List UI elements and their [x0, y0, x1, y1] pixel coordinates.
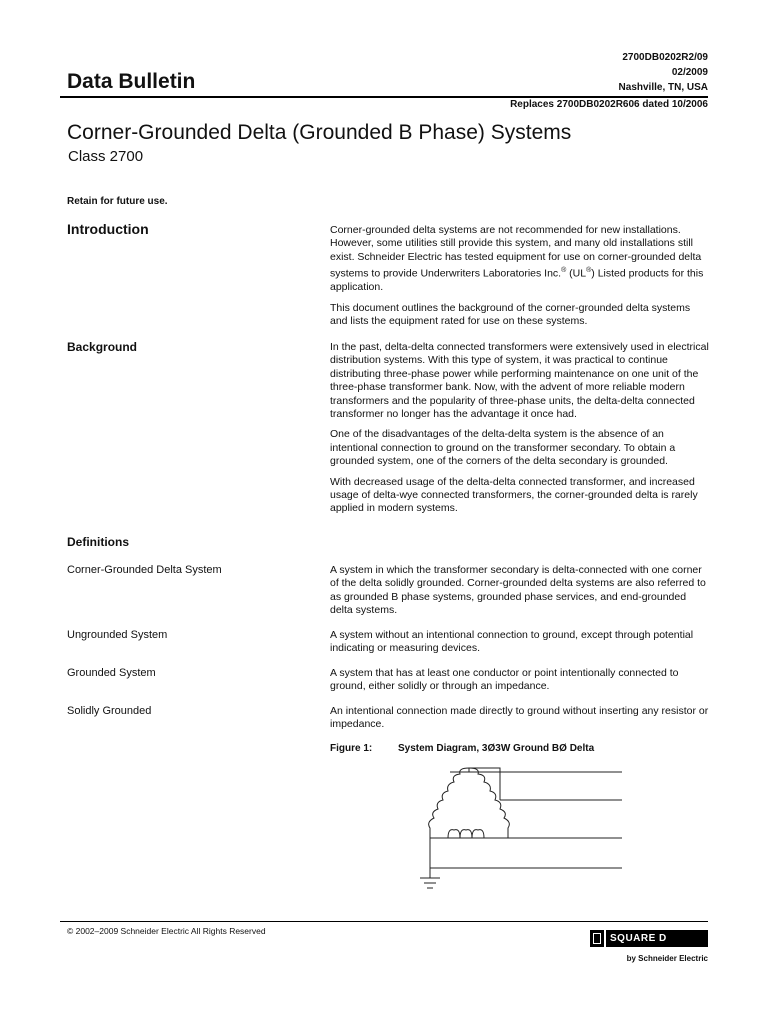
- page-subtitle: Class 2700: [68, 148, 144, 165]
- square-d-logo-text: SQUARE D: [606, 930, 708, 947]
- definition-text: A system that has at least one conductor or point intentionally connected to ground, either solidly or through an impedance.: [330, 667, 679, 693]
- definitions-heading: Definitions: [67, 535, 129, 549]
- coil-left: [429, 768, 469, 838]
- definition-term: Grounded System: [67, 667, 156, 679]
- figure-title: System Diagram, 3Ø3W Ground BØ Delta: [398, 743, 595, 754]
- document-location: Nashville, TN, USA: [618, 82, 708, 93]
- introduction-heading: Introduction: [67, 221, 149, 237]
- retain-note: Retain for future use.: [67, 196, 168, 207]
- background-paragraph-3: With decreased usage of the delta-delta connected transformer, and increased usage of delta-wye connected transformers, the corner-grounded delta is rarely applied in modern systems.: [330, 475, 698, 515]
- background-paragraph-2: One of the disadvantages of the delta-delta system is the absence of an intentional connection to ground on the transformer secondary. To obtain a grounded system, one of the corners of the delta secondary is grounded.: [330, 428, 676, 468]
- background-heading: Background: [67, 340, 138, 354]
- document-date: 02/2009: [671, 67, 708, 78]
- figure-caption: [330, 743, 594, 754]
- background-body: [330, 341, 710, 523]
- definition-term: Corner-Grounded Delta System: [67, 564, 222, 576]
- document-number: 2700DB0202R2/09: [622, 52, 708, 63]
- introduction-paragraph-2: This document outlines the background of the corner-grounded delta systems and lists the equipment rated for use on these systems.: [330, 301, 691, 327]
- definition-text: An intentional connection made directly to ground without inserting any resistor or impedance.: [330, 705, 709, 731]
- coil-bottom: [430, 830, 508, 838]
- replaces-note: Replaces 2700DB0202R606 dated 10/2006: [510, 99, 708, 110]
- page-title: Corner-Grounded Delta (Grounded B Phase) Systems: [67, 121, 572, 144]
- coil-right: [469, 768, 509, 838]
- grounded-phase-line: [430, 838, 622, 868]
- copyright: © 2002–2009 Schneider Electric All Rights Reserved: [67, 926, 266, 936]
- figure-number: Figure 1:: [330, 743, 373, 754]
- introduction-body: [330, 224, 710, 335]
- definition-text: A system without an intentional connection to ground, except through potential indicating or measuring devices.: [330, 629, 694, 655]
- introduction-paragraph-1: Corner-grounded delta systems are not recommended for new installations. However, some utilities still provide this system, and many old installations still exist. Schneider Electric has tested equipment for use on corner-grounded delta systems to provide Underwriters Laboratories Inc.® (UL®) Listed products for this application.: [330, 224, 704, 294]
- footer-rule: [60, 921, 708, 922]
- schneider-byline: by Schneider Electric: [626, 954, 708, 963]
- definition-text: A system in which the transformer secondary is delta-connected with one corner of the delta solidly grounded. Corner-grounded delta systems are also referred to as grounded B phase systems, grounded phase services, and end-grounded delta systems.: [330, 564, 706, 617]
- square-d-logo-mark: [590, 930, 604, 947]
- delta-system-diagram: [410, 762, 625, 898]
- header-rule: [60, 96, 708, 98]
- background-paragraph-1: In the past, delta-delta connected transformers were extensively used in electrical distribution systems. With this type of system, it was practical to continue distributing three-phase power while performing maintenance on one unit of the three-phase transformer bank. Now, with the advent of more reliable modern transformers and the popularity of three-phase units, the delta-delta connected transformer no longer has the advantage it once had.: [330, 341, 709, 421]
- bulletin-title: Data Bulletin: [67, 70, 196, 93]
- definition-term: Ungrounded System: [67, 629, 168, 641]
- square-d-logo: [590, 930, 708, 947]
- document-meta: [619, 50, 708, 95]
- definition-term: Solidly Grounded: [67, 705, 152, 717]
